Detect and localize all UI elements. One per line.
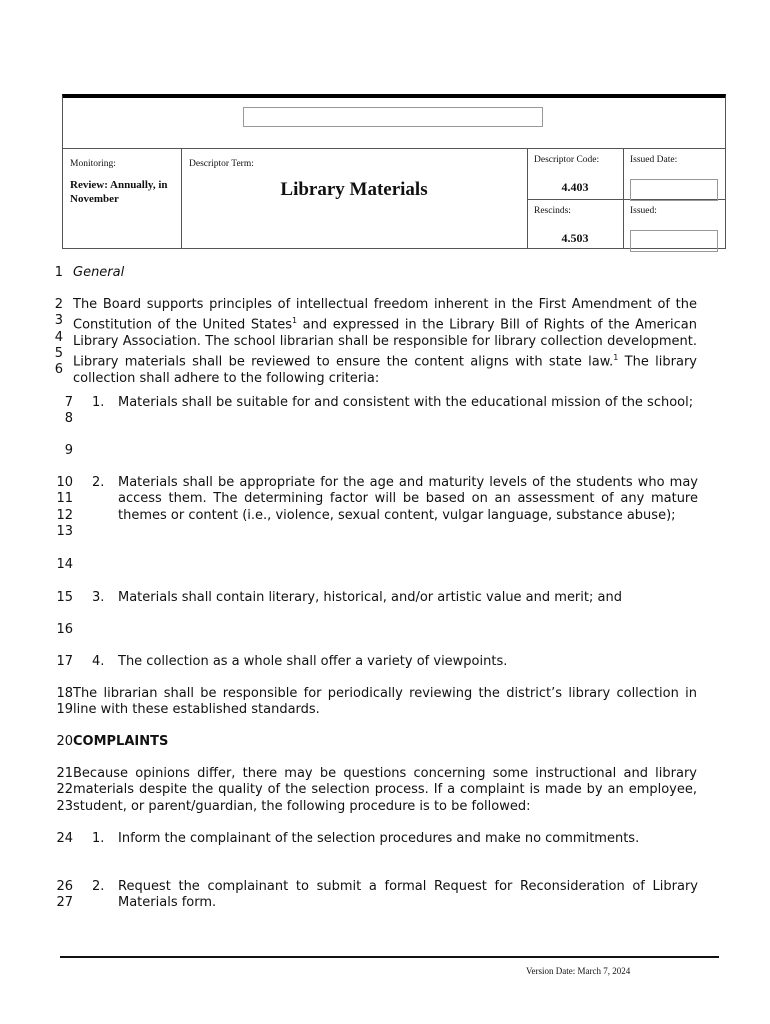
criteria-item: Materials shall contain literary, historical, and/or artistic value and merit; and [118,590,622,605]
criteria-item: Materials shall be appropriate for the age and maturity levels of the students who may access them. The determining factor will be based on an assessment of any mature themes or content (i.e., violence, sexual content, vulgar language, substance abuse); [118,475,698,523]
issued-date-label: Issued Date: [630,155,678,165]
step-number: 2. [92,879,105,894]
step-number: 1. [92,831,105,846]
criteria-item: Materials shall be suitable for and consistent with the educational mission of the school; [118,395,694,410]
line-number: 2 [54,297,63,312]
line-number: 8 [64,411,73,426]
footer-rule [60,956,719,958]
line-number: 3 [54,313,63,328]
rescinds-value: 4.503 [561,231,589,245]
line-number: 9 [64,443,73,458]
header-divider [63,148,725,149]
issued-label: Issued: [630,206,657,216]
intro-text: The library collection shall adhere to the following criteria: [73,354,697,386]
footnote-mark: 1 [613,353,619,363]
line-number: 15 [56,590,73,605]
line-number: 19 [56,702,73,717]
criteria-number: 1. [92,395,105,410]
line-number: 12 [56,508,73,523]
monitoring-value: Review: Annually, in November [70,179,168,205]
intro-paragraph [73,297,697,387]
line-number: 22 [56,782,73,797]
monitoring-label: Monitoring: [70,159,116,169]
criteria-number: 4. [92,654,105,669]
issued-date-field [630,179,718,201]
intro-text: and expressed in the Library Bill of Rights of the American Library Association. The school librarian shall be responsible for library collection development. Library materials shall be reviewed to ensure the content aligns with state law. [73,317,697,370]
complaints-paragraph: Because opinions differ, there may be questions concerning some instructional and library materials despite the quality of the selection process. If a complaint is made by an employee, student, or parent/guardian, the following procedure is to be followed: [73,766,697,814]
line-number: 24 [56,831,73,846]
line-number: 10 [56,475,73,490]
line-number: 16 [56,622,73,637]
line-number: 14 [56,557,73,572]
descriptor-code-label: Descriptor Code: [534,155,600,165]
line-number: 21 [56,766,73,781]
line-number: 13 [56,524,73,539]
descriptor-term-label: Descriptor Term: [189,159,254,169]
header-title-box [243,107,543,127]
footnote-mark: 1 [292,316,298,326]
line-number: 6 [54,362,63,377]
descriptor-header [62,94,726,249]
criteria-number: 2. [92,475,105,490]
step-item: Request the complainant to submit a formal Request for Reconsideration of Library Materials form. [118,879,698,911]
line-number: 17 [56,654,73,669]
line-number: 4 [54,330,63,345]
line-number: 20 [56,734,73,749]
line-number: 26 [56,879,73,894]
line-number: 7 [64,395,73,410]
rescinds-label: Rescinds: [534,206,571,216]
line-number: 1 [54,265,63,280]
descriptor-code-value: 4.403 [561,180,589,194]
issued-field [630,230,718,252]
criteria-number: 3. [92,590,105,605]
step-item: Inform the complainant of the selection procedures and make no commitments. [118,831,640,846]
criteria-item: The collection as a whole shall offer a variety of viewpoints. [118,654,508,669]
line-number: 5 [54,346,63,361]
line-number: 23 [56,799,73,814]
descriptor-term-value: Library Materials [280,179,428,200]
line-number: 18 [56,686,73,701]
librarian-paragraph: The librarian shall be responsible for periodically reviewing the district’s library collection in line with these established standards. [73,686,697,718]
line-number: 11 [56,491,73,506]
version-date: Version Date: March 7, 2024 [526,966,631,976]
line-number: 27 [56,895,73,910]
section-heading-general: General [73,265,125,280]
section-heading-complaints: COMPLAINTS [73,734,169,749]
intro-text: The Board supports principles of intellectual freedom inherent in the First Amendment of the Constitution of the United States [73,297,697,333]
